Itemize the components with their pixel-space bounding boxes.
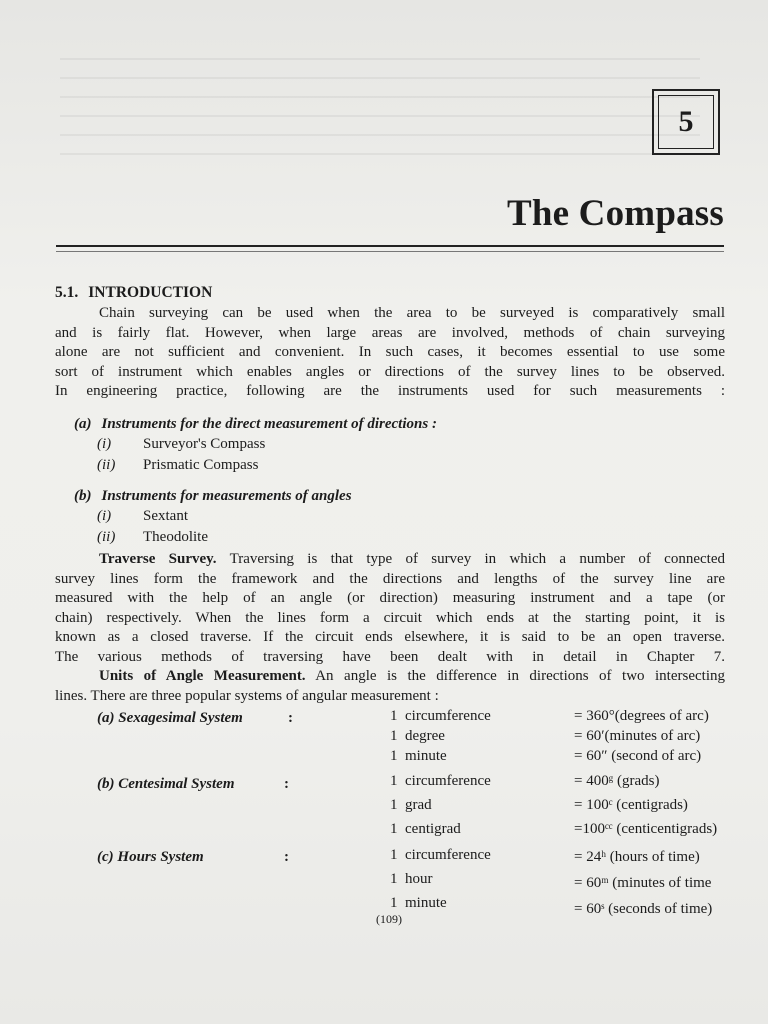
system-colon: :: [284, 776, 289, 792]
traverse-line: chain) respectively. When the lines form a circuit which ends at the starting point, it is: [55, 609, 725, 626]
section-number: 5.1.: [55, 284, 79, 301]
unit-equivalent: = 60″ (second of arc): [574, 748, 702, 764]
intro-paragraph: [55, 304, 725, 402]
group-a-title: Instruments for the direct measurement of directions :: [101, 416, 437, 432]
group-a-heading: [74, 416, 437, 433]
group-a-label: (a): [74, 416, 92, 432]
traverse-line: measured with the help of an angle (or direction) measuring instrument and a tape (or: [55, 590, 725, 606]
chapter-title: The Compass: [506, 193, 724, 234]
unit-row: 1 minute: [390, 748, 447, 764]
traverse-term: Traverse Survey.: [99, 551, 217, 567]
intro-line: Chain surveying can be used when the area to be surveyed is comparatively small: [99, 305, 725, 321]
intro-line: and is fairly flat. However, when large areas are involved, methods of chain surveying: [55, 324, 725, 341]
unit-equivalent: = 360°(degrees of arc): [574, 708, 709, 724]
section-title: INTRODUCTION: [88, 284, 213, 301]
intro-line: alone are not sufficient and convenient. In such cases, it becomes essential to use some: [55, 344, 725, 360]
group-b-title: Instruments for measurements of angles: [101, 488, 352, 504]
intro-line: sort of instrument which enables angles or directions of the survey lines to be observed.: [55, 363, 725, 380]
list-item: (ii) Prismatic Compass: [97, 457, 259, 473]
chapter-number-box: [652, 89, 720, 155]
system-colon: :: [284, 849, 289, 865]
system-c-label: (c) Hours System: [97, 849, 204, 865]
system-colon: :: [288, 710, 293, 726]
unit-equivalent: = 60′(minutes of arc): [574, 728, 701, 744]
unit-row: 1 hour: [390, 871, 433, 887]
unit-equivalent: = 24ʰ (hours of time): [574, 849, 700, 865]
title-rule-thin: [56, 251, 724, 252]
system-b-label: (b) Centesimal System: [97, 776, 235, 792]
title-rule: [56, 245, 724, 247]
list-item: (ii) Theodolite: [97, 529, 208, 545]
page-number: (109): [376, 912, 402, 926]
unit-row: 1 grad: [390, 797, 432, 813]
bleed-through-text: [60, 58, 700, 168]
unit-row: 1 circumference: [390, 847, 491, 863]
unit-equivalent: =100ᶜᶜ (centicentigrads): [574, 821, 718, 837]
group-b-heading: [74, 488, 352, 505]
section-heading: [55, 284, 212, 302]
unit-row: 1 degree: [390, 728, 445, 744]
group-b-label: (b): [74, 488, 92, 504]
unit-row: 1 minute: [390, 895, 447, 911]
unit-row: 1 circumference: [390, 708, 491, 724]
traverse-paragraph: [55, 550, 725, 667]
unit-equivalent: = 60ˢ (seconds of time): [574, 901, 713, 917]
unit-row: 1 centigrad: [390, 821, 461, 837]
unit-equivalent: = 400ᵍ (grads): [574, 773, 660, 789]
list-item: (i) Surveyor's Compass: [97, 436, 266, 452]
traverse-line: Traversing is that type of survey in which a number of connected: [229, 551, 725, 567]
units-term: Units of Angle Measurement.: [99, 668, 306, 684]
units-line: lines. There are three popular systems of angular measurement :: [55, 687, 439, 704]
unit-row: 1 circumference: [390, 773, 491, 789]
system-a-label: (a) Sexagesimal System: [97, 710, 243, 726]
traverse-line: survey lines form the framework and the directions and lengths of the survey line are: [55, 570, 725, 587]
unit-equivalent: = 100ᶜ (centigrads): [574, 797, 688, 813]
unit-equivalent: = 60ᵐ (minutes of time: [574, 875, 712, 891]
units-paragraph: [55, 667, 725, 706]
traverse-line: known as a closed traverse. If the circuit ends elsewhere, it is said to be an open traverse.: [55, 629, 725, 645]
units-line: An angle is the difference in directions of two intersecting: [315, 668, 725, 684]
traverse-line: The various methods of traversing have been dealt with in detail in Chapter 7.: [55, 648, 725, 665]
list-item: (i) Sextant: [97, 508, 188, 524]
chapter-number: 5: [658, 95, 714, 149]
intro-line: In engineering practice, following are the instruments used for such measurements :: [55, 383, 725, 399]
